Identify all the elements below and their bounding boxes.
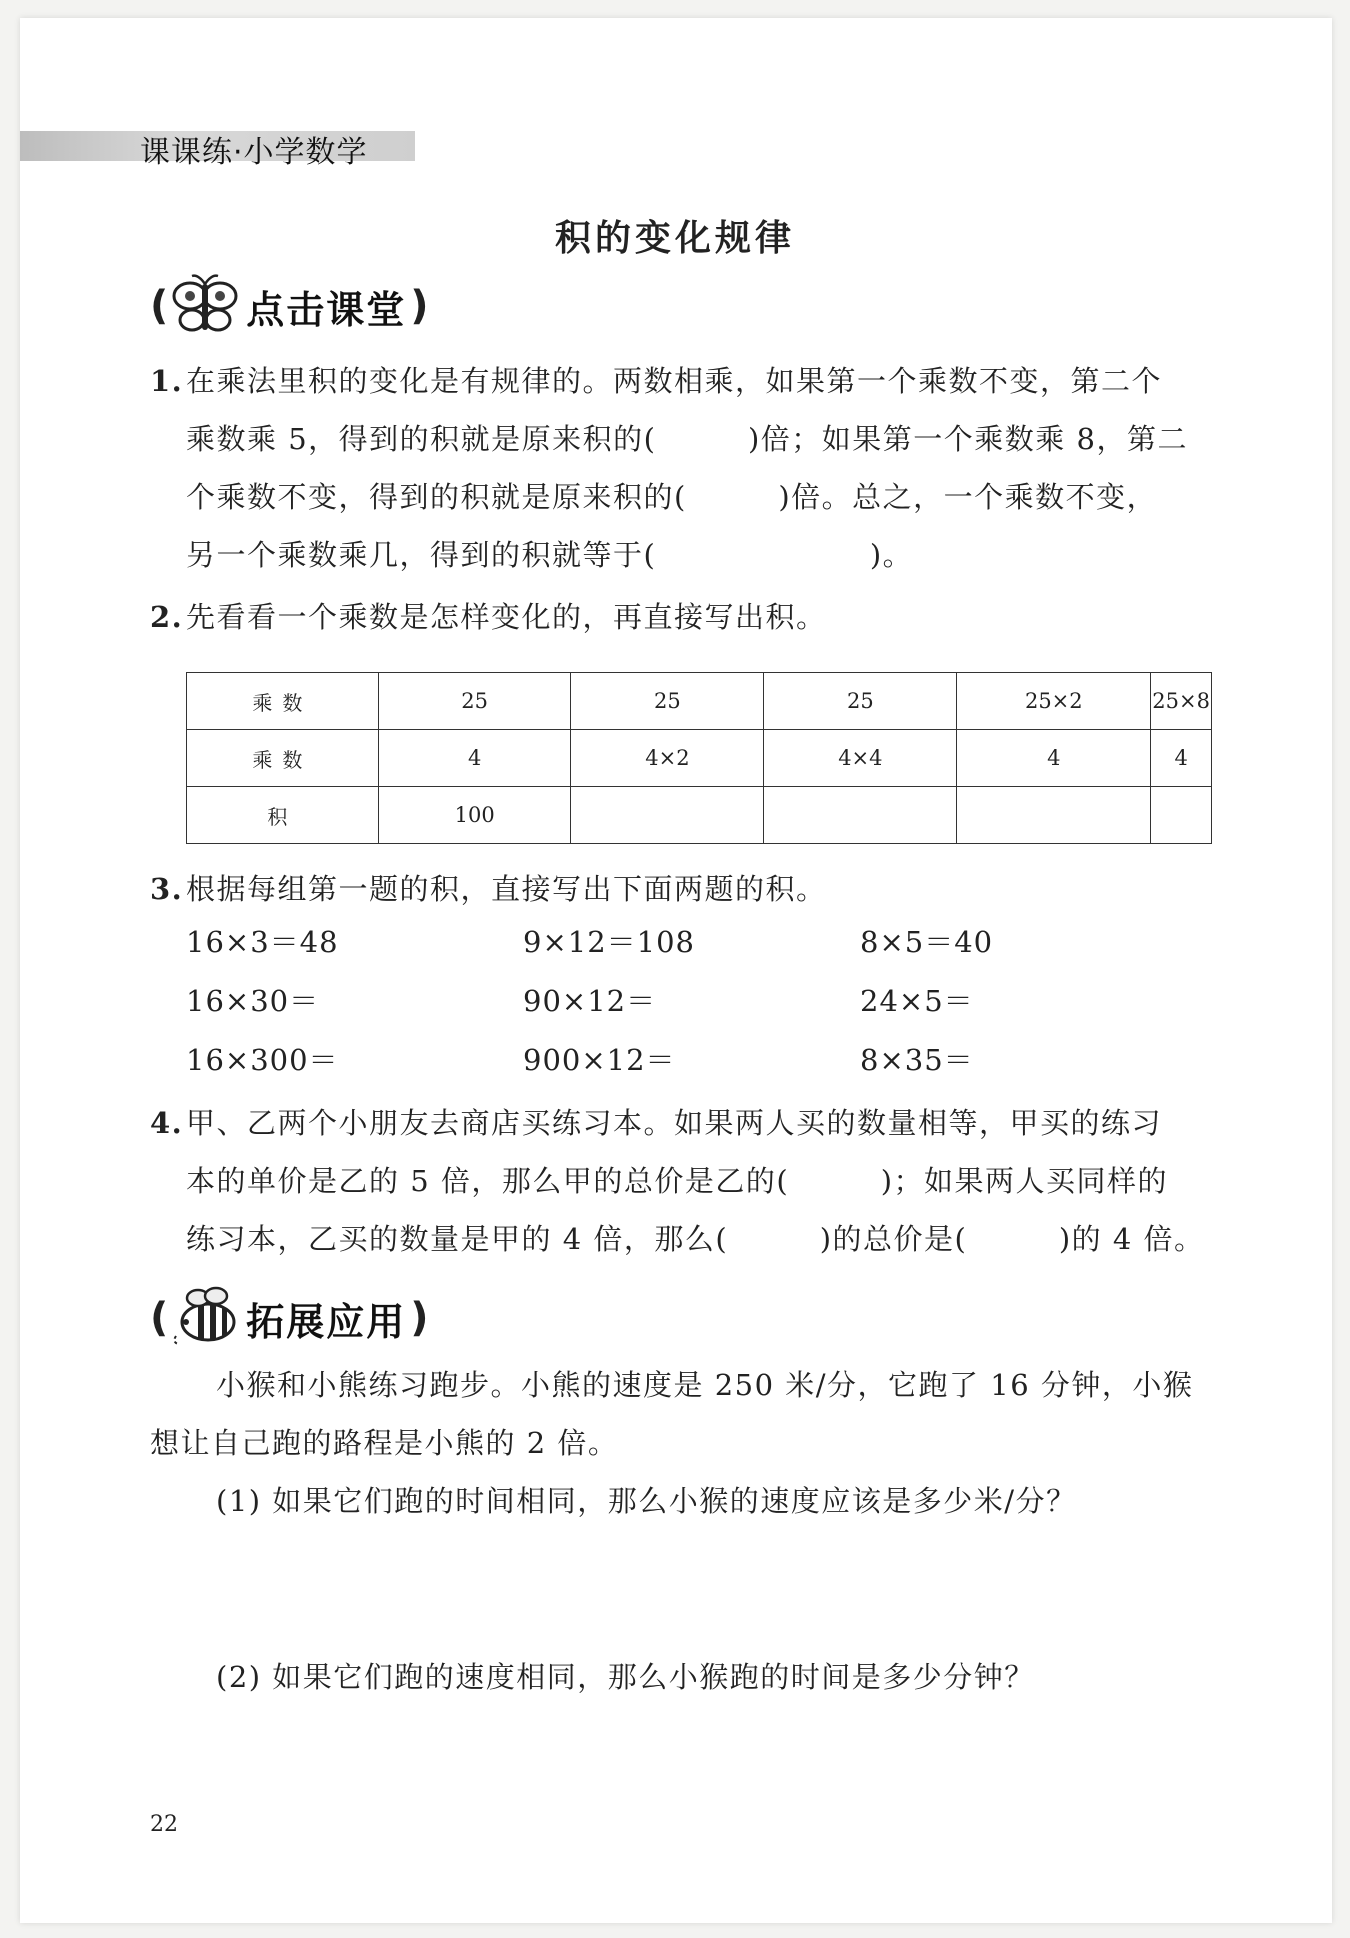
table-cell: 100 (378, 787, 571, 844)
q1-line: 另一个乘数乘几，得到的积就等于( )。 (186, 538, 914, 572)
q4-line: 练习本，乙买的数量是甲的 4 倍，那么( )的总价是( )的 4 倍。 (186, 1222, 1205, 1256)
section-heading-1 (150, 278, 429, 334)
question-3-text: 根据每组第一题的积，直接写出下面两题的积。 (186, 872, 827, 906)
multiplication-table (186, 672, 1212, 844)
butterfly-icon (168, 274, 242, 338)
table-cell: 25 (764, 673, 957, 730)
calc-item: 8×5＝40 (860, 925, 994, 959)
question-3-number: 3. (150, 872, 184, 906)
calc-item: 16×300＝ (186, 1043, 339, 1077)
table-cell: 4 (378, 730, 571, 787)
question-4-text (186, 1094, 1226, 1268)
row-header: 乘数 (187, 730, 379, 787)
app-line: 小猴和小熊练习跑步。小熊的速度是 250 米/分，它跑了 16 分钟，小猴 (216, 1368, 1194, 1402)
table-row (187, 673, 1212, 730)
q1-line: 在乘法里积的变化是有规律的。两数相乘，如果第一个乘数不变，第二个 (186, 364, 1163, 398)
table-row (187, 730, 1212, 787)
q4-line: 本的单价是乙的 5 倍，那么甲的总价是乙的( )；如果两人买同样的 (186, 1164, 1169, 1198)
table-cell: 25 (571, 673, 764, 730)
table-row (187, 787, 1212, 844)
calc-item: 900×12＝ (523, 1043, 676, 1077)
calc-item: 16×3＝48 (186, 925, 339, 959)
right-bracket-icon: ) (410, 1295, 429, 1341)
answer-cell[interactable] (764, 787, 957, 844)
page-title: 积的变化规律 (554, 218, 795, 259)
bee-icon (168, 1286, 242, 1350)
question-1-number: 1. (150, 364, 184, 398)
table-cell: 25 (378, 673, 571, 730)
table-cell: 4×4 (764, 730, 957, 787)
table-cell: 4 (1151, 730, 1212, 787)
answer-cell[interactable] (571, 787, 764, 844)
section-label-2: 拓展应用 (246, 1299, 407, 1344)
left-bracket-icon: ( (150, 1295, 169, 1341)
calc-item: 16×30＝ (186, 984, 320, 1018)
table-cell: 25×8 (1151, 673, 1212, 730)
calc-item: 9×12＝108 (523, 925, 696, 959)
right-bracket-icon: ) (410, 283, 429, 329)
table-cell: 4 (957, 730, 1151, 787)
answer-cell[interactable] (957, 787, 1151, 844)
table-cell: 4×2 (571, 730, 764, 787)
section-heading-2 (150, 1290, 429, 1346)
table-cell: 25×2 (957, 673, 1151, 730)
row-header: 乘数 (187, 673, 379, 730)
q4-line: 甲、乙两个小朋友去商店买练习本。如果两人买的数量相等，甲买的练习 (186, 1106, 1163, 1140)
header-text: 课课练·小学数学 (140, 135, 368, 170)
question-4-number: 4. (150, 1106, 184, 1140)
application-intro (150, 1356, 1220, 1472)
page-number: 22 (150, 1812, 178, 1837)
q1-line: 个乘数不变，得到的积就是原来积的( )倍。总之，一个乘数不变， (186, 480, 1158, 514)
app-line: 想让自己跑的路程是小熊的 2 倍。 (150, 1426, 619, 1460)
question-2-text: 先看看一个乘数是怎样变化的，再直接写出积。 (186, 600, 827, 634)
question-1-text (186, 352, 1226, 584)
calc-item: 8×35＝ (860, 1043, 974, 1077)
calc-item: 90×12＝ (523, 984, 657, 1018)
section-label-1: 点击课堂 (246, 287, 407, 332)
calc-item: 24×5＝ (860, 984, 974, 1018)
sub-question-1: (1) 如果它们跑的时间相同，那么小猴的速度应该是多少米/分？ (216, 1484, 1077, 1518)
q1-line: 乘数乘 5，得到的积就是原来积的( )倍；如果第一个乘数乘 8，第二 (186, 422, 1188, 456)
sub-question-2: (2) 如果它们跑的速度相同，那么小猴跑的时间是多少分钟？ (216, 1660, 1035, 1694)
row-header: 积 (187, 787, 379, 844)
left-bracket-icon: ( (150, 283, 169, 329)
answer-cell[interactable] (1151, 787, 1212, 844)
question-2-number: 2. (150, 600, 184, 634)
